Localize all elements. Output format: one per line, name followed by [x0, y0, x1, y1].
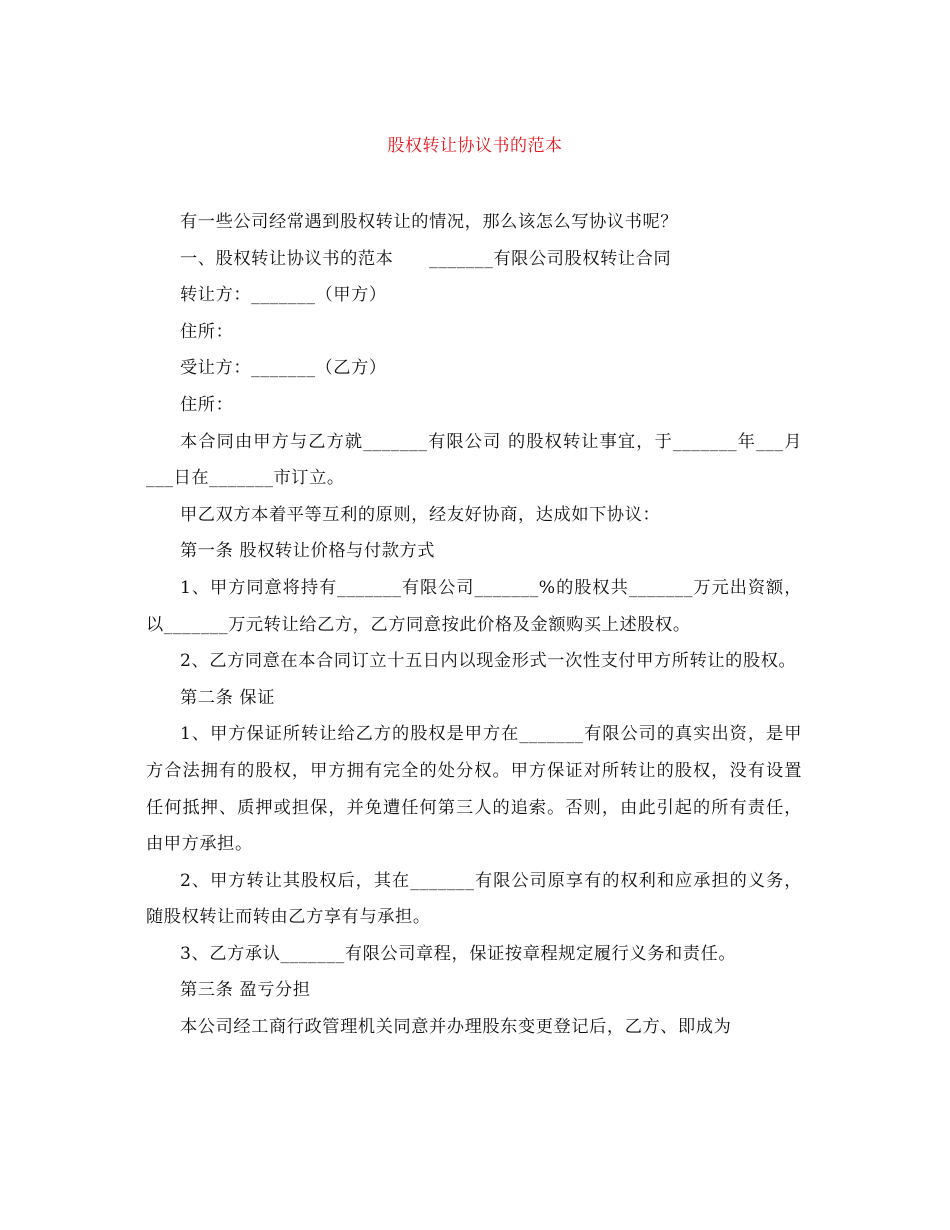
- article-1-clause-1: 1、甲方同意将持有_______有限公司_______%的股权共_______万元出资额，以_______万元转让给乙方，乙方同意按此价格及金额购买上述股权。: [146, 577, 802, 635]
- agreement-statement: 甲乙双方本着平等互利的原则，经友好协商，达成如下协议：: [180, 504, 661, 525]
- article-1-clause-2: 2、乙方同意在本合同订立十五日内以现金形式一次性支付甲方所转让的股权。: [180, 651, 797, 672]
- article-3-paragraph: 本公司经工商行政管理机关同意并办理股东变更登记后，乙方、即成为: [180, 1017, 732, 1038]
- transferee-line: 受让方：_______（乙方）: [180, 358, 387, 379]
- section-heading-contract: 一、股权转让协议书的范本 _______有限公司股权转让合同: [180, 248, 672, 269]
- transferor-line: 转让方：_______（甲方）: [180, 285, 387, 306]
- document-title: 股权转让协议书的范本: [387, 136, 563, 156]
- intro-paragraph: 有一些公司经常遇到股权转让的情况，那么该怎么写协议书呢？: [180, 212, 679, 232]
- article-1-heading: 第一条 股权转让价格与付款方式: [180, 541, 436, 562]
- article-2-clause-3: 3、乙方承认_______有限公司章程，保证按章程规定履行义务和责任。: [180, 943, 737, 964]
- article-2-clause-1: 1、甲方保证所转让给乙方的股权是甲方在_______有限公司的真实出资，是甲方合法拥有的股权，甲方拥有完全的处分权。甲方保证对所转让的股权，没有设置任何抵押、质押或担保，并免遭任何第三人的追索。否则，由此引起的所有责任，由甲方承担。: [146, 724, 802, 855]
- transferee-address-line: 住所：: [180, 394, 234, 415]
- document-body: [146, 204, 802, 1046]
- article-2-heading: 第二条 保证: [180, 687, 276, 708]
- article-3-heading: 第三条 盈亏分担: [180, 980, 311, 1001]
- contract-preamble: 本合同由甲方与乙方就_______有限公司 的股权转让事宜，于_______年___月___日在_______市订立。: [146, 431, 802, 489]
- transferor-address-line: 住所：: [180, 321, 234, 342]
- article-2-clause-2: 2、甲方转让其股权后，其在_______有限公司原享有的权利和应承担的义务，随股权转让而转由乙方享有与承担。: [146, 870, 802, 928]
